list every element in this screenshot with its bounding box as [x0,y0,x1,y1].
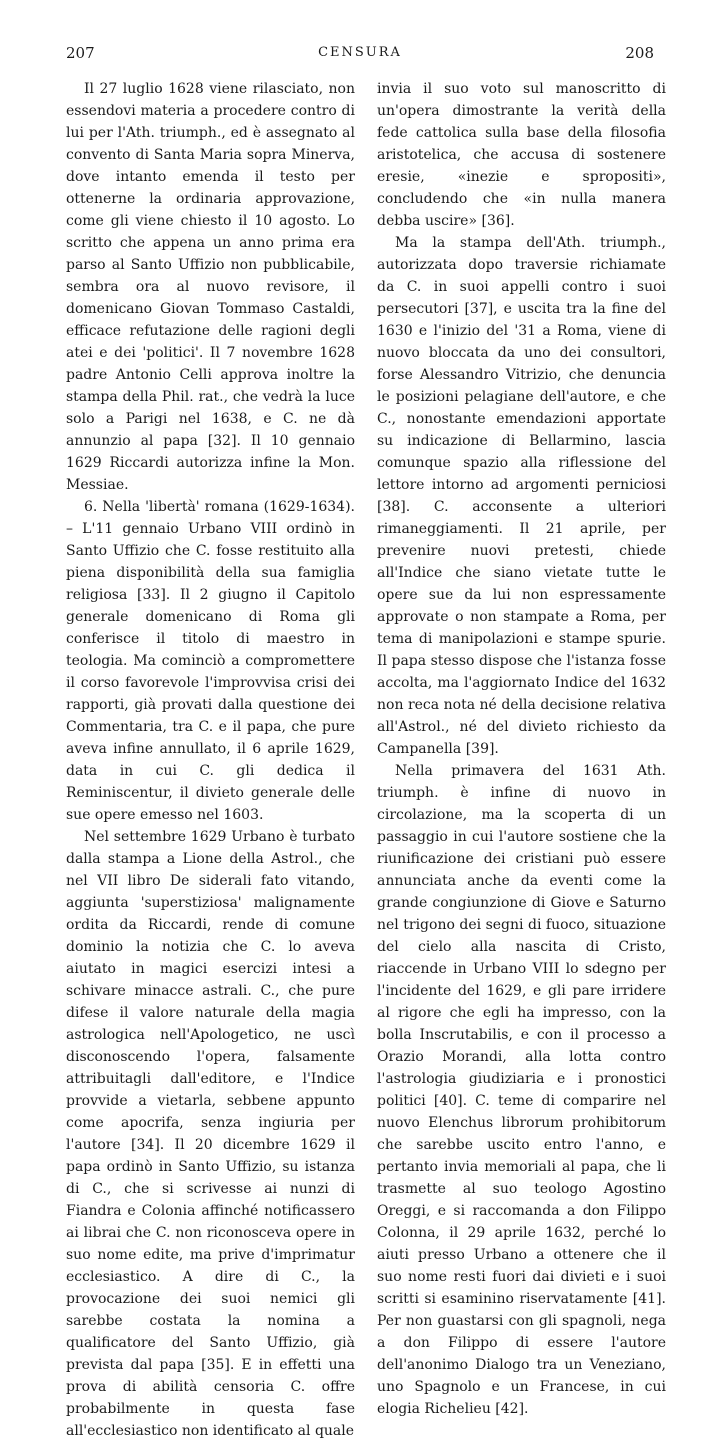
right-column [377,78,666,1417]
paragraph: Ma la stampa dell'Ath. triumph., autorizzata dopo traversie richiamate da C. in suoi appelli contro i suoi persecutori [37], e uscita tra la fine del 1630 e l'inizio del '31 a Roma, viene di nuovo bloccata da uno dei consultori, forse Alessandro Vitrizio, che denuncia le posizioni pelagiane dell'autore, e che C., nonostante emendazioni apportate su indicazione di Bellarmino, lascia comunque spazio alla riflessione del lettore intorno ad argomenti perniciosi [38]. C. acconsente a ulteriori rimaneggiamenti. Il 21 aprile, per prevenire nuovi pretesti, chiede all'Indice che siano vietate tutte le opere sue da lui non espressamente approvate o non stampate a Roma, per tema di manipolazioni e stampe spurie. Il papa stesso dispose che l'istanza fosse accolta, ma l'aggiornato Indice del 1632 non reca nota né della decisione relativa all'Astrol., né del divieto richiesto da Campanella [39]. [377,235,666,757]
paragraph-continued: invia il suo voto sul manoscritto di un'opera dimostrante la verità della fede cattolica sulla base della filosofia aristotelica, che accusa di sostenere eresie, «inezie e spropositi», concludendo che «in nulla manera debba uscire» [36]. [377,81,666,229]
paragraph: Il 27 luglio 1628 viene rilasciato, non essendovi materia a procedere contro di lui per l'Ath. triumph., ed è assegnato al convento di Santa Maria sopra Minerva, dove intanto emenda il testo per ottenerne la ordinaria approvazione, come gli viene chiesto il 10 agosto. Lo scritto che appena un anno prima era parso al Santo Uffizio non pubblicabile, sembra ora al nuovo revisore, il domenicano Giovan Tommaso Castaldi, efficace refutazione delle ragioni degli atei e dei 'politici'. Il 7 novembre 1628 padre Antonio Celli approva inoltre la stampa della Phil. rat., che vedrà la luce solo a Parigi nel 1638, e C. ne dà annunzio al papa [32]. Il 10 gennaio 1629 Riccardi autorizza infine la Mon. Messiae. [66,81,355,493]
text-columns [66,78,666,1439]
running-header [66,44,654,68]
left-column [66,78,355,1439]
paragraph: Nella primavera del 1631 Ath. triumph. è infine di nuovo in circolazione, ma la scoperta di un passaggio in cui l'autore sostiene che la riunificazione dei cristiani può essere annunciata anche da eventi come la grande congiunzione di Giove e Saturno nel trigono dei segni di fuoco, situazione del cielo alla nascita di Cristo, riaccende in Urbano VIII lo sdegno per l'incidente del 1629, e gli pare irridere al rigore che egli ha impresso, con la bolla Inscrutabilis, e con il processo a Orazio Morandi, alla lotta contro l'astrologia giudiziaria e i pronostici politici [40]. C. teme di comparire nel nuovo Elenchus librorum prohibitorum che sarebbe uscito entro l'anno, e pertanto invia memoriali al papa, che li trasmette al suo teologo Agostino Oreggi, e si raccomanda a don Filippo Colonna, il 29 aprile 1632, perché lo aiuti presso Urbano a ottenere che il suo nome resti fuori dai divieti e i suoi scritti si esaminino riservatamente [41]. Per non guastarsi con gli spagnoli, nega a don Filippo di essere l'autore dell'anonimo Dialogo tra un Veneziano, uno Spagnolo e un Francese, in cui elogia Richelieu [42]. [377,763,666,1417]
running-title: CENSURA [318,45,402,60]
page-number-right: 208 [625,44,654,62]
paragraph: Nel settembre 1629 Urbano è turbato dalla stampa a Lione della Astrol., che nel VII libro De siderali fato vitando, aggiunta 'superstiziosa' malignamente ordita da Riccardi, rende di comune dominio la notizia che C. lo aveva aiutato in magici esercizi intesi a schivare minacce astrali. C., che pure difese il valore naturale della magia astrologica nell'Apologetico, ne uscì disconoscendo l'opera, falsamente attribuitagli dall'editore, e l'Indice provvide a vietarla, sebbene appunto come apocrifa, senza ingiuria per l'autore [34]. Il 20 dicembre 1629 il papa ordinò in Santo Uffizio, su istanza di C., che si scrivesse ai nunzi di Fiandra e Colonia affinché notificassero ai librai che C. non riconosceva opere in suo nome edite, ma prive d'imprimatur ecclesiastico. A dire di C., la provocazione dei suoi nemici gli sarebbe costata la nomina a qualificatore del Santo Uffizio, già prevista dal papa [35]. E in effetti una prova di abilità censoria C. offre probabilmente in questa fase all'ecclesiastico non identificato al quale [66,829,355,1439]
page-number-left: 207 [66,44,95,62]
paragraph-section-6: 6. Nella 'libertà' romana (1629-1634). – L'11 gennaio Urbano VIII ordinò in Santo Uffizio che C. fosse restituito alla piena disponibilità della sua famiglia religiosa [33]. Il 2 giugno il Capitolo generale domenicano di Roma gli conferisce il titolo di maestro in teologia. Ma cominciò a compromettere il corso favorevole l'improvvisa crisi dei rapporti, già provati dalla questione dei Commentaria, tra C. e il papa, che pure aveva infine annullato, il 6 aprile 1629, data in cui C. gli dedica il Reminiscentur, il divieto generale delle sue opere emesso nel 1603. [66,499,355,823]
